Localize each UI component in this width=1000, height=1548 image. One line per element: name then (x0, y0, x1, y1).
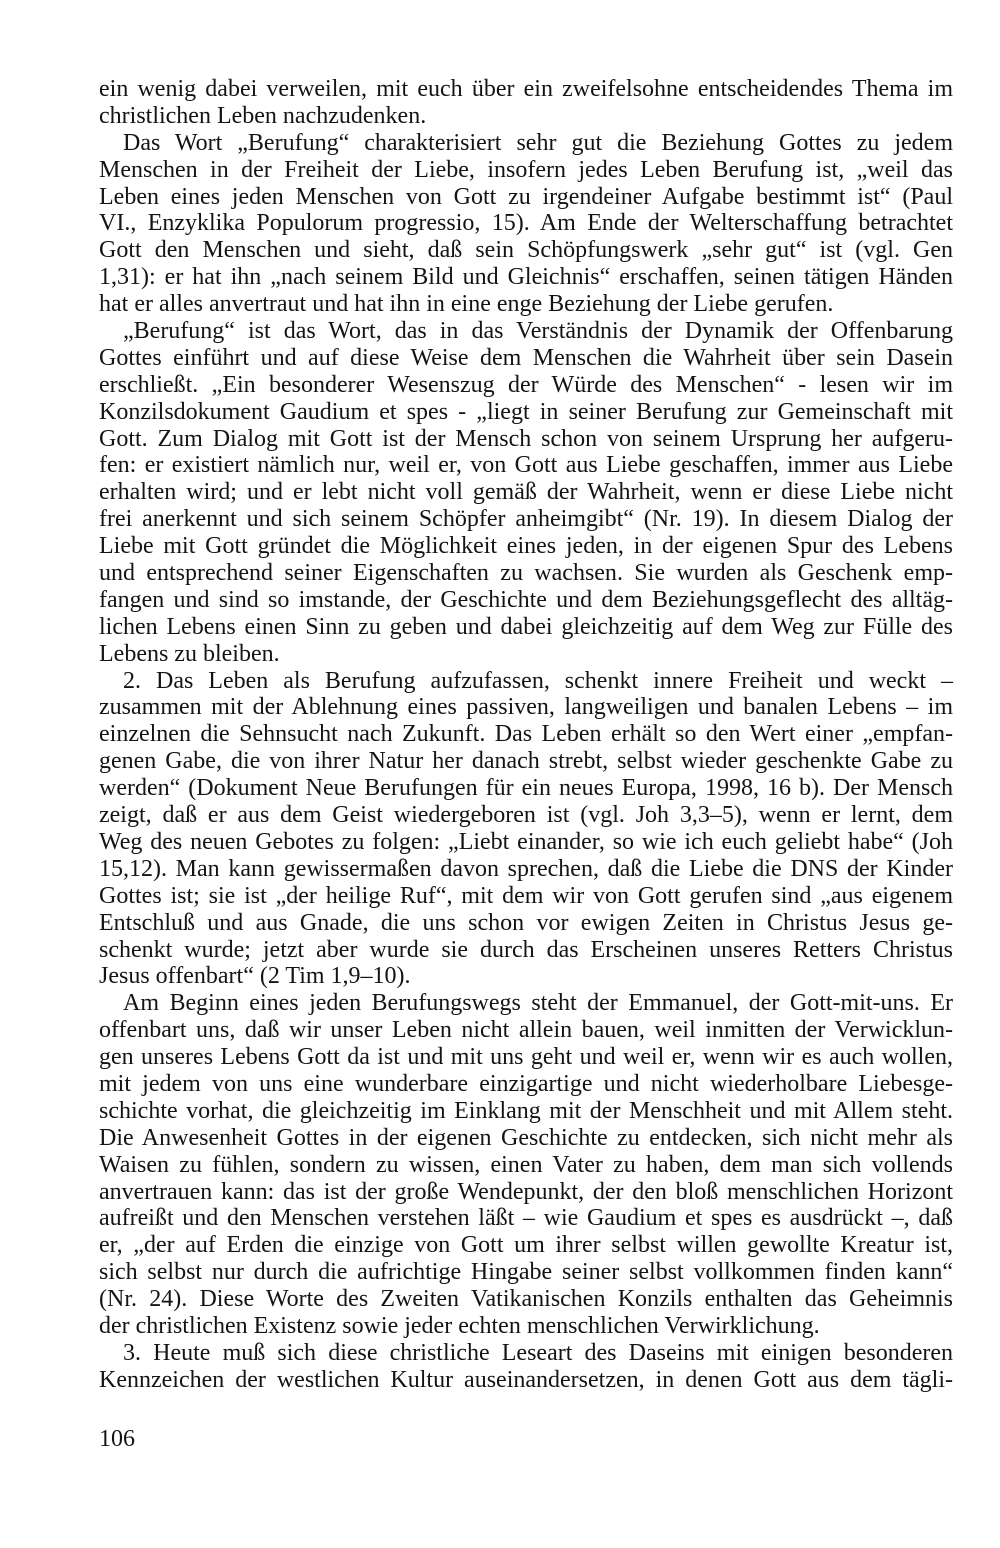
text-line: Jesus offenbart“ (2 Tim 1,9–10). (99, 963, 411, 990)
text-line: „Berufung“ ist das Wort, das in das Verständnis der Dynamik der Offenbarung (123, 318, 953, 345)
text-line: Am Beginn eines jeden Berufungswegs steht der Emmanuel, der Gott-mit-uns. Er (123, 990, 953, 1017)
text-line: Die Anwesenheit Gottes in der eigenen Geschichte zu entdecken, sich nicht mehr als (99, 1124, 953, 1151)
text-line: christlichen Leben nachzudenken. (99, 102, 427, 129)
text-line: mit jedem von uns eine wunderbare einzigartige und nicht wiederholbare Liebesge- (99, 1070, 953, 1097)
text-line: 2. Das Leben als Berufung aufzufassen, schenkt innere Freiheit und weckt – (123, 667, 953, 694)
text-line: aufreißt und den Menschen verstehen läßt – wie Gaudium et spes es ausdrückt –, daß (99, 1205, 953, 1232)
text-line: Das Wort „Berufung“ charakterisiert sehr gut die Beziehung Gottes zu jedem (123, 129, 953, 156)
text-line: er, „der auf Erden die einzige von Gott um ihrer selbst willen gewollte Kreatur ist, (99, 1232, 953, 1259)
text-line: Kennzeichen der westlichen Kultur auseinandersetzen, in denen Gott aus dem tägli- (99, 1366, 953, 1393)
text-line: anvertrauen kann: das ist der große Wendepunkt, der den bloß menschlichen Horizont (99, 1178, 953, 1205)
body-text (99, 76, 953, 1394)
text-line: erhalten wird; und er lebt nicht voll gemäß der Wahrheit, wenn er diese Liebe nicht (99, 479, 953, 506)
text-line: zusammen mit der Ablehnung eines passiven, langweiligen und banalen Lebens – im (99, 694, 953, 721)
text-line: genen Gabe, die von ihrer Natur her danach strebt, selbst wieder geschenkte Gabe zu (99, 748, 953, 775)
text-line: der christlichen Existenz sowie jeder echten menschlichen Verwirklichung. (99, 1312, 820, 1339)
text-line: gen unseres Lebens Gott da ist und mit uns geht und weil er, wenn wir es auch wollen, (99, 1044, 953, 1071)
text-line: fen: er existiert nämlich nur, weil er, von Gott aus Liebe geschaffen, immer aus Liebe (99, 452, 953, 479)
page-number: 106 (99, 1426, 135, 1452)
text-line: Leben eines jeden Menschen von Gott zu irgendeiner Aufgabe bestimmt ist“ (Paul (99, 183, 953, 210)
text-line: 1,31): er hat ihn „nach seinem Bild und Gleichnis“ erschaffen, seinen tätigen Händen (99, 264, 953, 291)
text-line: schenkt wurde; jetzt aber wurde sie durch das Erscheinen unseres Retters Christus (99, 936, 953, 963)
text-line: erschließt. „Ein besonderer Wesenszug der Würde des Menschen“ - lesen wir im (99, 371, 953, 398)
text-line: sich selbst nur durch die aufrichtige Hingabe seiner selbst vollkommen finden kann“ (99, 1259, 953, 1286)
text-line: Lebens zu bleiben. (99, 640, 280, 667)
text-line: Gottes einführt und auf diese Weise dem Menschen die Wahrheit über sein Dasein (99, 344, 953, 371)
text-line: lichen Lebens einen Sinn zu geben und dabei gleichzeitig auf dem Weg zur Fülle des (99, 613, 953, 640)
text-line: und entsprechend seiner Eigenschaften zu wachsen. Sie wurden als Geschenk emp- (99, 560, 953, 587)
text-line: 15,12). Man kann gewissermaßen davon sprechen, daß die Liebe die DNS der Kinder (99, 855, 953, 882)
text-line: Liebe mit Gott gründet die Möglichkeit eines jeden, in der eigenen Spur des Lebens (99, 533, 953, 560)
text-line: hat er alles anvertraut und hat ihn in eine enge Beziehung der Liebe gerufen. (99, 291, 834, 318)
text-line: schichte vorhat, die gleichzeitig im Einklang mit der Menschheit und mit Allem steht. (99, 1097, 953, 1124)
text-line: werden“ (Dokument Neue Berufungen für ein neues Europa, 1998, 16 b). Der Mensch (99, 775, 953, 802)
text-line: Gott den Menschen und sieht, daß sein Schöpfungswerk „sehr gut“ ist (vgl. Gen (99, 237, 953, 264)
text-line: frei anerkennt und sich seinem Schöpfer anheimgibt“ (Nr. 19). In diesem Dialog der (99, 506, 953, 533)
text-line: Entschluß und aus Gnade, die uns schon vor ewigen Zeiten in Christus Jesus ge- (99, 909, 953, 936)
text-line: Gottes ist; sie ist „der heilige Ruf“, mit dem wir von Gott gerufen sind „aus eigenem (99, 882, 953, 909)
text-line: Konzilsdokument Gaudium et spes - „liegt in seiner Berufung zur Gemeinschaft mit (99, 398, 953, 425)
text-line: einzelnen die Sehnsucht nach Zukunft. Das Leben erhält so den Wert einer „empfan- (99, 721, 953, 748)
text-line: fangen und sind so imstande, der Geschichte und dem Beziehungsgeflecht des alltäg- (99, 586, 953, 613)
text-line: zeigt, daß er aus dem Geist wiedergeboren ist (vgl. Joh 3,3–5), wenn er lernt, dem (99, 802, 953, 829)
text-line: ein wenig dabei verweilen, mit euch über ein zweifelsohne entscheidendes Thema im (99, 76, 953, 102)
text-line: Gott. Zum Dialog mit Gott ist der Mensch schon von seinem Ursprung her aufgeru- (99, 425, 953, 452)
text-line: Menschen in der Freiheit der Liebe, insofern jedes Leben Berufung ist, „weil das (99, 156, 953, 183)
text-line: VI., Enzyklika Populorum progressio, 15). Am Ende der Welterschaffung betrachtet (99, 210, 953, 237)
text-line: 3. Heute muß sich diese christliche Leseart des Daseins mit einigen besonderen (123, 1339, 953, 1366)
text-line: offenbart uns, daß wir unser Leben nicht allein bauen, weil inmitten der Verwicklun- (99, 1017, 953, 1044)
text-line: Waisen zu fühlen, sondern zu wissen, einen Vater zu haben, dem man sich vollends (99, 1151, 953, 1178)
text-line: (Nr. 24). Diese Worte des Zweiten Vatikanischen Konzils enthalten das Geheimnis (99, 1286, 953, 1313)
text-line: Weg des neuen Gebotes zu folgen: „Liebt einander, so wie ich euch geliebt habe“ (Joh (99, 828, 953, 855)
